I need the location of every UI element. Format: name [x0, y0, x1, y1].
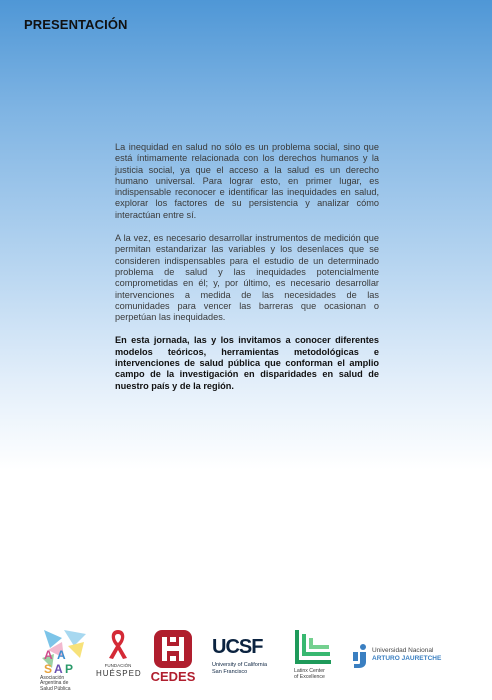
ucsf-line-1: University of California [212, 662, 268, 668]
latinx-stripes-icon [294, 630, 332, 666]
cedes-emblem-icon [153, 629, 193, 669]
ucsf-logo [212, 636, 288, 686]
cedes-name: CEDES [150, 669, 196, 684]
latinx-line-1: Latinx Center [294, 668, 325, 674]
presentation-text [115, 142, 379, 404]
huesped-name: HUÉSPED [96, 669, 142, 679]
aasap-emblem-icon [40, 628, 90, 676]
svg-text:S: S [44, 662, 53, 676]
ucsf-line-2: San Francisco [212, 668, 248, 675]
aasap-caption: Asociación Argentina de Salud Pública [40, 675, 71, 692]
svg-text:P: P [65, 662, 74, 676]
svg-text:A: A [57, 648, 66, 662]
cedes-logo [150, 629, 196, 687]
paragraph-3-highlight: En esta jornada, las y los invitamos a conocer diferentes modelos teóricos, herramientas metodológicas e intervenciones de salud pública que conforman el amplio campo de la investigación en disparidades en salud de nuestro país y de la región. [115, 335, 379, 391]
latinx-logo [294, 630, 344, 686]
page-title: PRESENTACIÓN [24, 17, 128, 32]
unaj-logo [352, 644, 458, 670]
red-ribbon-icon [106, 628, 130, 660]
latinx-line-2: of Excellence [294, 674, 325, 680]
svg-text:A: A [54, 662, 63, 676]
paragraph-2: A la vez, es necesario desarrollar instrumentos de medición que permitan estandarizar las variables y los desenlaces que se consideren indispensables para el estudio de un determinado problema de salud y las inequidades potencialmente comprometidas en él; y, por último, es necesario desarrollar intervenciones a medida de las necesidades de las comunidades para vencer las barreras que ocasionan o perpetúan las inequidades. [115, 233, 379, 323]
huesped-small-label: FUNDACIÓN [104, 663, 132, 668]
ucsf-mark: UCSF [212, 636, 263, 658]
unaj-emblem-icon [352, 644, 370, 668]
svg-text:A: A [44, 648, 53, 662]
sponsor-logos [38, 626, 458, 692]
unaj-line-1: Universidad Nacional [372, 647, 434, 654]
paragraph-1: La inequidad en salud no sólo es un problema social, sino que está íntimamente relacionada con los derechos humanos y la justicia social, ya que el acceso a la salud es un derecho humano universal. Para lograr esto, en primer lugar, es indispensable reconocer e identificar las inequidades en salud, explorar los factores de su persistencia y analizar cómo interactúan entre sí. [115, 142, 379, 220]
unaj-line-2: ARTURO JAURETCHE [372, 655, 442, 662]
aasap-logo [40, 628, 90, 692]
huesped-logo [96, 628, 140, 686]
